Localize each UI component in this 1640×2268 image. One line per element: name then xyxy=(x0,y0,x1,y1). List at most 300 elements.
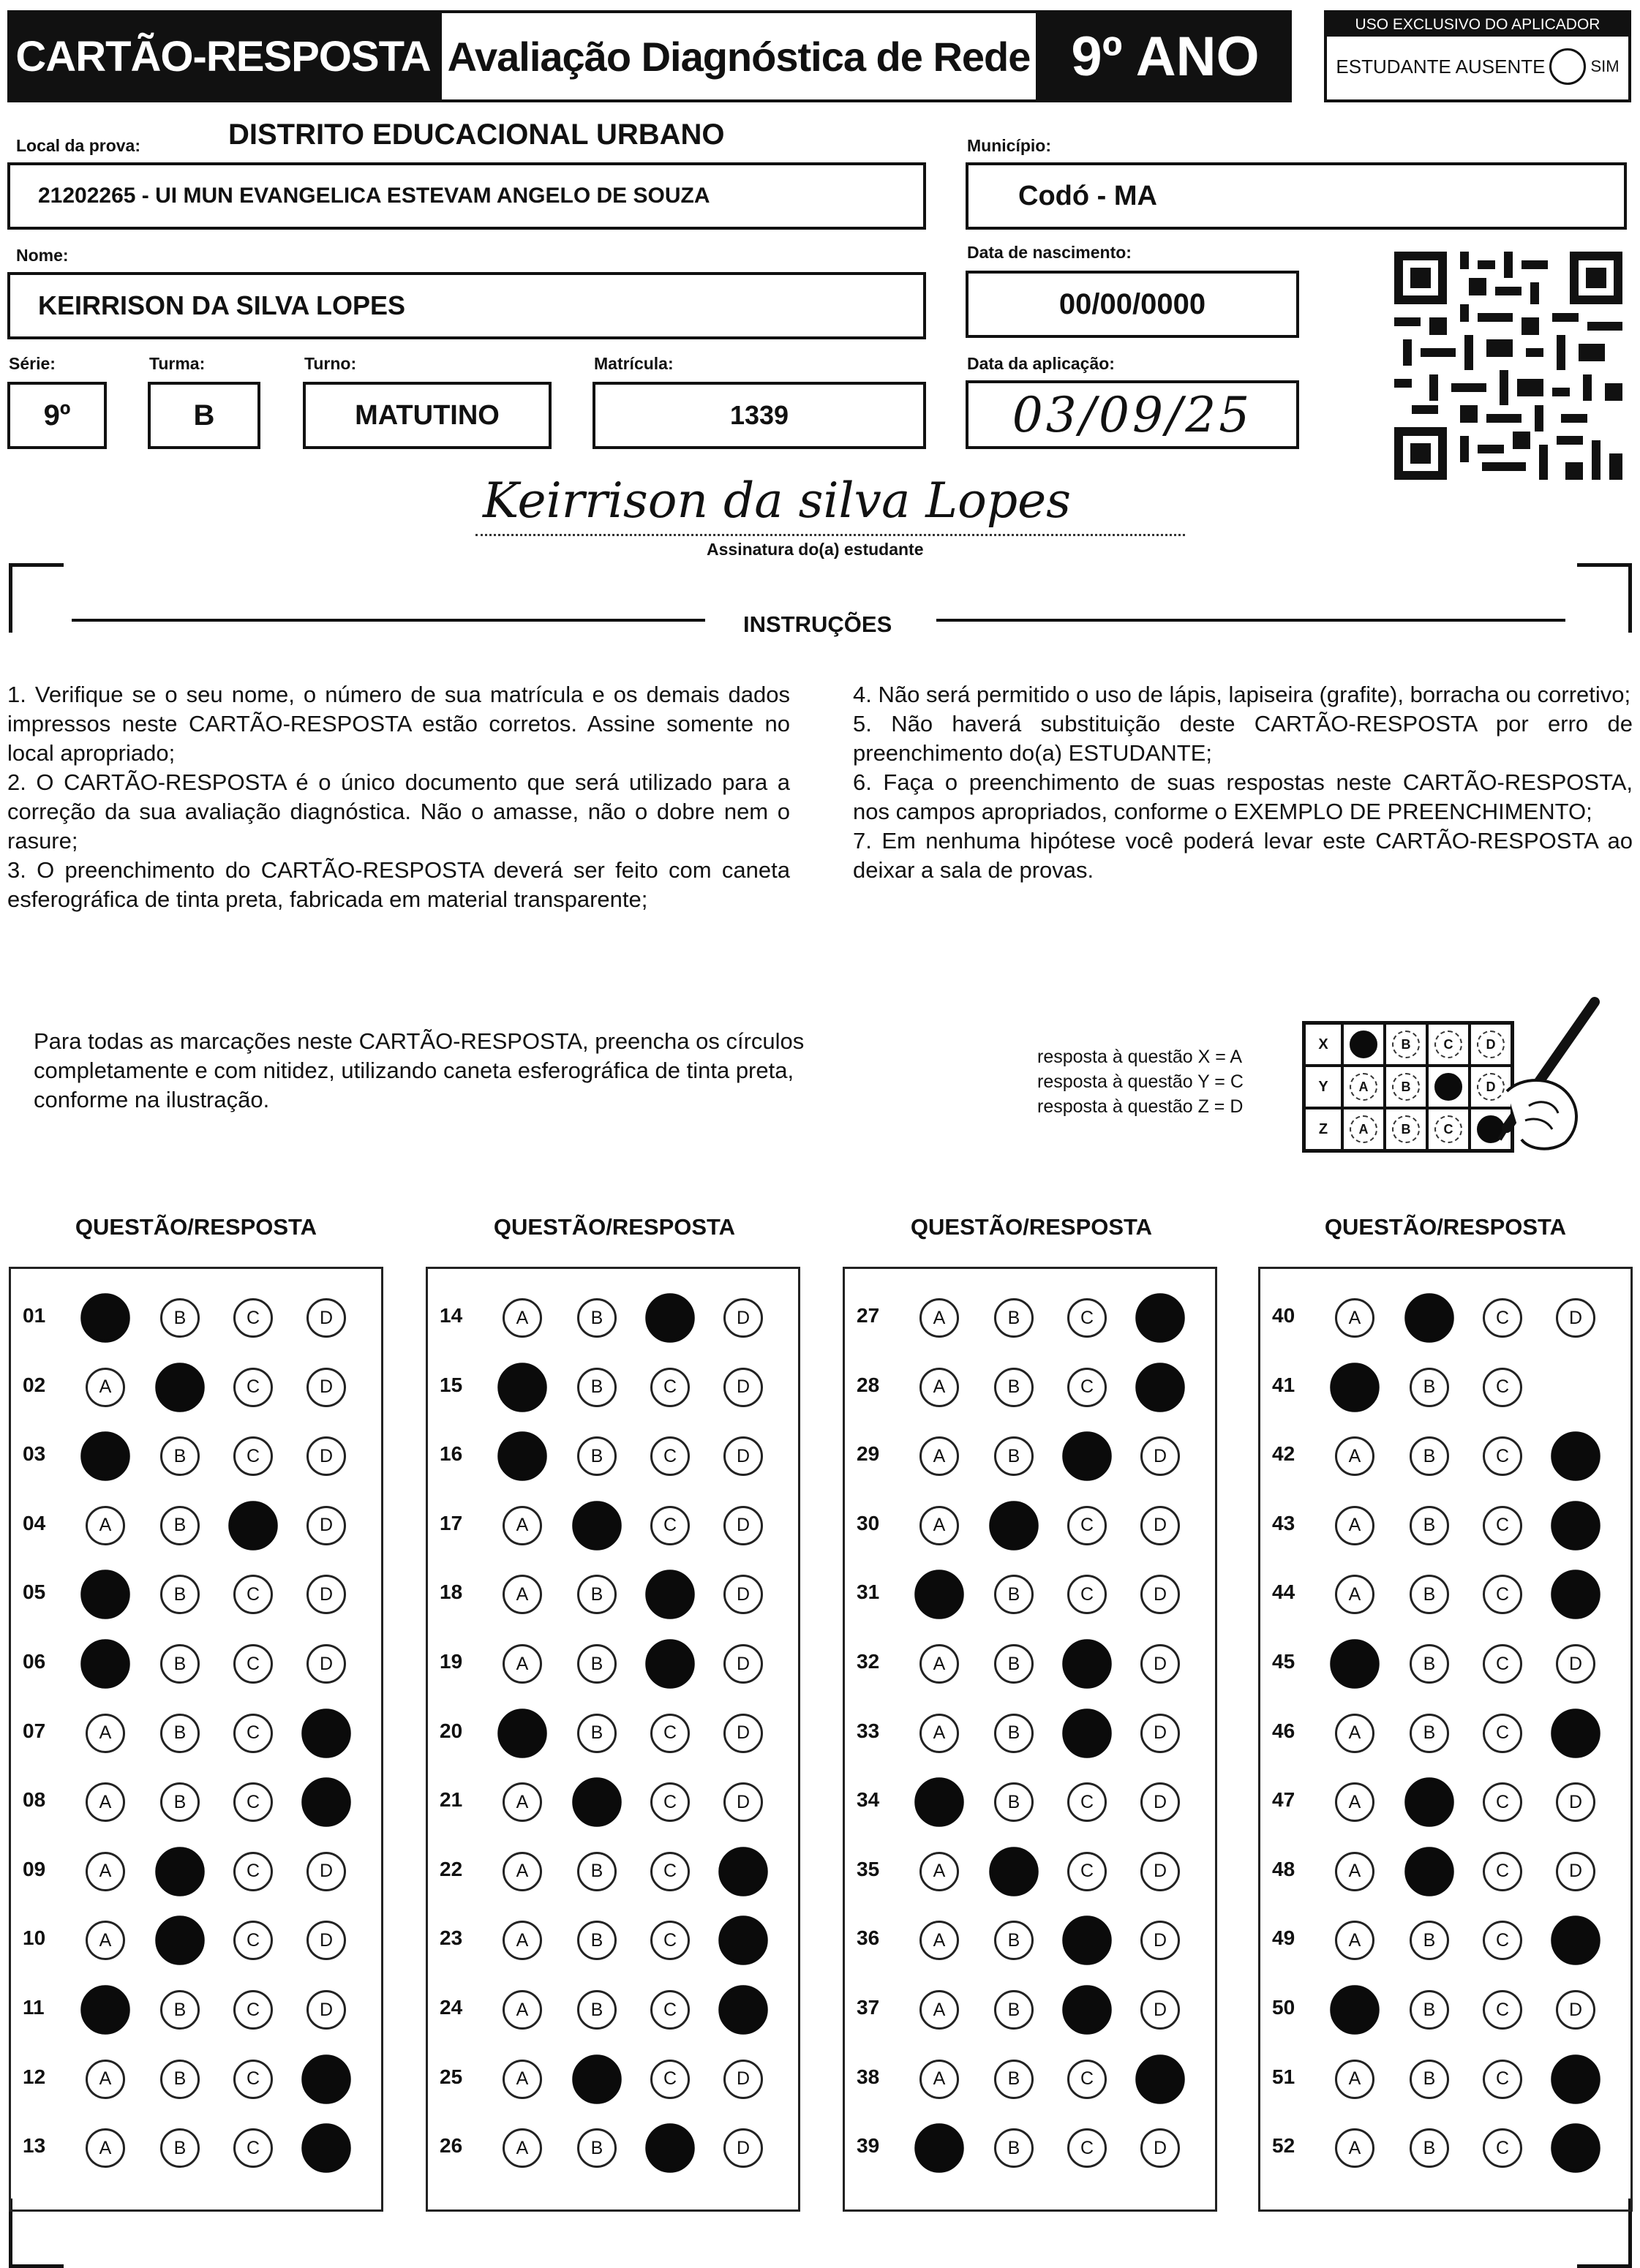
answer-bubble-a[interactable] xyxy=(80,1293,130,1343)
answer-bubble-a[interactable]: A xyxy=(1335,1921,1374,1960)
example-legend-z: resposta à questão Z = D xyxy=(1037,1096,1244,1117)
answer-bubble-c[interactable]: C xyxy=(1483,2128,1522,2168)
question-number: 51 xyxy=(1272,2065,1295,2088)
answer-bubble-b[interactable]: B xyxy=(577,1990,617,2030)
answer-bubble-a[interactable]: A xyxy=(503,1852,542,1891)
answer-bubble-c[interactable]: C xyxy=(1483,1575,1522,1614)
answer-bubble-d[interactable]: D xyxy=(1556,1298,1595,1338)
question-number: 35 xyxy=(857,1857,880,1880)
question-row xyxy=(428,1700,798,1766)
answer-bubble-b[interactable]: B xyxy=(160,1714,200,1753)
answer-bubble-a[interactable]: A xyxy=(919,1921,959,1960)
question-row xyxy=(845,1355,1215,1420)
answer-bubble-b[interactable] xyxy=(1404,1777,1454,1827)
column-title: QUESTÃO/RESPOSTA xyxy=(75,1214,317,1240)
answer-bubble-b[interactable]: B xyxy=(1410,1575,1449,1614)
answer-bubble-d[interactable]: D xyxy=(1556,1852,1595,1891)
card-title xyxy=(7,10,439,102)
question-row xyxy=(845,1285,1215,1351)
answer-column-4 xyxy=(1258,1267,1633,2212)
answer-bubble-c[interactable]: C xyxy=(650,1506,690,1545)
answer-bubble-b[interactable]: B xyxy=(1410,1921,1449,1960)
answer-bubble-d[interactable]: D xyxy=(1140,1506,1180,1545)
signature-line xyxy=(475,534,1185,536)
answer-bubble-d[interactable]: D xyxy=(723,1298,763,1338)
question-row xyxy=(11,2046,381,2112)
answer-bubble-c[interactable]: C xyxy=(233,1298,273,1338)
question-number: 03 xyxy=(23,1442,46,1466)
answer-bubble-c[interactable] xyxy=(1062,1985,1112,2035)
question-number: 11 xyxy=(23,1996,45,2019)
answer-bubble-b[interactable] xyxy=(1404,1847,1454,1896)
answer-bubble-b[interactable]: B xyxy=(160,1298,200,1338)
answer-bubble-d[interactable]: D xyxy=(1140,1644,1180,1684)
absent-label: ESTUDANTE AUSENTE xyxy=(1336,55,1546,78)
example-row-label: Y xyxy=(1304,1066,1342,1108)
answer-bubble-d[interactable]: D xyxy=(723,1506,763,1545)
question-row xyxy=(11,1493,381,1559)
answer-bubble-d[interactable] xyxy=(1551,2123,1600,2173)
example-legend xyxy=(1037,1044,1244,1119)
answer-bubble-a[interactable]: A xyxy=(86,1782,125,1822)
answer-bubble-b[interactable]: B xyxy=(1410,1436,1449,1476)
question-row xyxy=(1260,2115,1630,2181)
local-label: Local da prova: xyxy=(16,136,140,155)
answer-bubble-c[interactable] xyxy=(1062,1916,1112,1966)
question-row xyxy=(1260,1700,1630,1766)
answer-bubble-a[interactable] xyxy=(914,1777,964,1827)
answer-bubble-c[interactable]: C xyxy=(650,1714,690,1753)
answer-bubble-d[interactable]: D xyxy=(1140,2128,1180,2168)
answer-bubble-c[interactable]: C xyxy=(650,1782,690,1822)
answer-column-1 xyxy=(9,1267,383,2212)
answer-bubble-b[interactable]: B xyxy=(577,1714,617,1753)
answer-bubble-a[interactable] xyxy=(1330,1639,1380,1689)
grade-badge xyxy=(1039,10,1292,102)
answer-bubble-a[interactable]: A xyxy=(503,1644,542,1684)
answer-bubble-a[interactable]: A xyxy=(503,2060,542,2099)
answer-bubble-a[interactable] xyxy=(80,1985,130,2035)
answer-bubble-b[interactable]: B xyxy=(577,1436,617,1476)
answer-bubble-d[interactable]: D xyxy=(306,1368,346,1407)
answer-bubble-b[interactable]: B xyxy=(1410,1714,1449,1753)
answer-bubble-d[interactable] xyxy=(1551,1501,1600,1551)
turno-value: MATUTINO xyxy=(355,399,500,431)
answer-bubble-c[interactable]: C xyxy=(1483,2060,1522,2099)
question-row xyxy=(428,1631,798,1697)
question-row xyxy=(1260,1977,1630,2043)
turma-value: B xyxy=(193,399,215,432)
answer-bubble-d[interactable]: D xyxy=(306,1575,346,1614)
absent-bubble[interactable] xyxy=(1549,48,1586,85)
question-row xyxy=(845,1631,1215,1697)
answer-bubble-c[interactable]: C xyxy=(650,1852,690,1891)
answer-bubble-c[interactable]: C xyxy=(1483,1506,1522,1545)
answer-bubble-d[interactable] xyxy=(1551,1431,1600,1481)
answer-bubble-b[interactable]: B xyxy=(1410,1990,1449,2030)
answer-bubble-b[interactable] xyxy=(155,1847,205,1896)
question-row xyxy=(11,1423,381,1489)
answer-bubble-d[interactable]: D xyxy=(306,1506,346,1545)
answer-bubble-c[interactable]: C xyxy=(1483,1368,1522,1407)
question-row xyxy=(11,1769,381,1835)
nascimento-value: 00/00/0000 xyxy=(1058,287,1206,320)
answer-bubble-b[interactable]: B xyxy=(160,2128,200,2168)
question-number: 06 xyxy=(23,1650,46,1673)
question-number: 31 xyxy=(857,1581,880,1604)
answer-bubble-b[interactable]: B xyxy=(577,1368,617,1407)
answer-bubble-d[interactable]: D xyxy=(1140,1714,1180,1753)
answer-bubble-b[interactable] xyxy=(989,1847,1039,1896)
example-bubble: D xyxy=(1477,1031,1505,1058)
answer-bubble-b[interactable]: B xyxy=(577,1921,617,1960)
answer-bubble-a[interactable] xyxy=(1330,1985,1380,2035)
answer-bubble-c[interactable]: C xyxy=(233,2128,273,2168)
answer-bubble-c[interactable]: C xyxy=(233,1575,273,1614)
answer-bubble-d[interactable]: D xyxy=(1140,1782,1180,1822)
answer-bubble-c[interactable]: C xyxy=(1067,1782,1107,1822)
answer-bubble-d[interactable]: D xyxy=(1140,1852,1180,1891)
answer-bubble-a[interactable]: A xyxy=(503,1298,542,1338)
answer-bubble-a[interactable]: A xyxy=(919,2060,959,2099)
question-number: 36 xyxy=(857,1926,880,1950)
answer-bubble-b[interactable]: B xyxy=(994,2060,1034,2099)
answer-bubble-b[interactable]: B xyxy=(1410,1644,1449,1684)
question-number: 10 xyxy=(23,1926,46,1950)
question-number: 08 xyxy=(23,1788,46,1812)
question-number: 29 xyxy=(857,1442,880,1466)
answer-bubble-a[interactable]: A xyxy=(1335,1575,1374,1614)
answer-bubble-a[interactable] xyxy=(80,1570,130,1620)
answer-bubble-d[interactable] xyxy=(301,1777,351,1827)
question-row xyxy=(428,1355,798,1420)
answer-bubble-c[interactable]: C xyxy=(1067,2060,1107,2099)
question-row xyxy=(845,1493,1215,1559)
answer-bubble-d[interactable] xyxy=(1551,2054,1600,2104)
answer-bubble-a[interactable]: A xyxy=(1335,1852,1374,1891)
answer-bubble-d[interactable]: D xyxy=(306,1298,346,1338)
question-number: 49 xyxy=(1272,1926,1295,1950)
question-row xyxy=(1260,2046,1630,2112)
answer-bubble-a[interactable]: A xyxy=(503,1990,542,2030)
answer-bubble-d[interactable] xyxy=(301,2054,351,2104)
answer-bubble-d[interactable] xyxy=(1551,1708,1600,1758)
answer-bubble-d[interactable] xyxy=(718,1847,768,1896)
serie-field xyxy=(7,382,107,449)
absent-option[interactable] xyxy=(1327,37,1628,97)
question-row xyxy=(428,1285,798,1351)
answer-bubble-b[interactable]: B xyxy=(994,1644,1034,1684)
turno-field xyxy=(303,382,552,449)
example-cell xyxy=(1385,1066,1427,1108)
question-row xyxy=(11,1355,381,1420)
answer-bubble-d[interactable] xyxy=(1135,2054,1185,2104)
answer-bubble-c[interactable]: C xyxy=(1483,1714,1522,1753)
answer-bubble-b[interactable]: B xyxy=(994,1298,1034,1338)
answer-bubble-b[interactable] xyxy=(572,1777,622,1827)
answer-bubble-d[interactable] xyxy=(1135,1293,1185,1343)
answer-bubble-b[interactable]: B xyxy=(160,1644,200,1684)
column-title: QUESTÃO/RESPOSTA xyxy=(493,1214,736,1240)
answer-bubble-a[interactable]: A xyxy=(919,1714,959,1753)
answer-bubble-d[interactable] xyxy=(718,1985,768,2035)
answer-bubble-a[interactable]: A xyxy=(1335,2060,1374,2099)
answer-bubble-b[interactable]: B xyxy=(160,2060,200,2099)
answer-bubble-d[interactable]: D xyxy=(306,1852,346,1891)
answer-bubble-a[interactable] xyxy=(80,1431,130,1481)
answer-bubble-a[interactable] xyxy=(497,1708,547,1758)
answer-bubble-c[interactable]: C xyxy=(1483,1990,1522,2030)
answer-bubble-a[interactable]: A xyxy=(919,1644,959,1684)
answer-bubble-a[interactable] xyxy=(1330,1363,1380,1412)
answer-bubble-d[interactable]: D xyxy=(1556,1990,1595,2030)
question-row xyxy=(845,1700,1215,1766)
question-number: 52 xyxy=(1272,2134,1295,2158)
answer-bubble-a[interactable]: A xyxy=(86,1852,125,1891)
answer-bubble-b[interactable]: B xyxy=(1410,2060,1449,2099)
answer-bubble-b[interactable] xyxy=(572,1501,622,1551)
answer-bubble-d[interactable]: D xyxy=(723,1436,763,1476)
answer-bubble-a[interactable]: A xyxy=(1335,1506,1374,1545)
answer-bubble-d[interactable]: D xyxy=(306,1990,346,2030)
answer-bubble-d[interactable]: D xyxy=(723,2128,763,2168)
answer-bubble-a[interactable]: A xyxy=(86,2128,125,2168)
answer-bubble-a[interactable]: A xyxy=(503,1782,542,1822)
answer-bubble-c[interactable]: C xyxy=(1067,1298,1107,1338)
answer-bubble-a[interactable]: A xyxy=(1335,2128,1374,2168)
instruction-7: 7. Em nenhuma hipótese você poderá levar este CARTÃO-RESPOSTA ao deixar a sala de provas. xyxy=(853,828,1633,883)
question-number: 15 xyxy=(440,1373,463,1396)
answer-bubble-d[interactable]: D xyxy=(723,1368,763,1407)
answer-bubble-c[interactable] xyxy=(645,1639,695,1689)
answer-bubble-c[interactable]: C xyxy=(233,1990,273,2030)
answer-bubble-a[interactable]: A xyxy=(1335,1436,1374,1476)
example-cell xyxy=(1342,1108,1385,1150)
answer-bubble-b[interactable]: B xyxy=(994,1436,1034,1476)
answer-bubble-c[interactable]: C xyxy=(1483,1921,1522,1960)
answer-bubble-c[interactable]: C xyxy=(650,1368,690,1407)
answer-bubble-c[interactable] xyxy=(645,2123,695,2173)
answer-bubble-d[interactable] xyxy=(1135,1363,1185,1412)
answer-bubble-c[interactable] xyxy=(645,1570,695,1620)
answer-bubble-d[interactable] xyxy=(1551,1916,1600,1966)
example-bubble xyxy=(1350,1031,1377,1058)
example-bubble: B xyxy=(1392,1073,1420,1101)
answer-bubble-a[interactable]: A xyxy=(86,1506,125,1545)
answer-bubble-c[interactable]: C xyxy=(233,1436,273,1476)
answer-bubble-a[interactable] xyxy=(914,2123,964,2173)
answer-bubble-a[interactable]: A xyxy=(86,1368,125,1407)
answer-bubble-c[interactable]: C xyxy=(1067,1575,1107,1614)
answer-bubble-c[interactable]: C xyxy=(233,1782,273,1822)
answer-bubble-c[interactable]: C xyxy=(1483,1298,1522,1338)
question-number: 13 xyxy=(23,2134,46,2158)
question-row xyxy=(428,1977,798,2043)
answer-bubble-c[interactable]: C xyxy=(650,1921,690,1960)
answer-bubble-b[interactable]: B xyxy=(160,1436,200,1476)
answer-bubble-b[interactable]: B xyxy=(994,2128,1034,2168)
question-number: 32 xyxy=(857,1650,880,1673)
answer-bubble-d[interactable]: D xyxy=(306,1644,346,1684)
answer-bubble-c[interactable]: C xyxy=(1067,1506,1107,1545)
answer-bubble-b[interactable]: B xyxy=(1410,1506,1449,1545)
question-number: 30 xyxy=(857,1511,880,1534)
answer-bubble-d[interactable]: D xyxy=(306,1436,346,1476)
question-row xyxy=(845,1977,1215,2043)
answer-bubble-d[interactable]: D xyxy=(723,1575,763,1614)
answer-bubble-c[interactable]: C xyxy=(1483,1852,1522,1891)
answer-bubble-a[interactable]: A xyxy=(919,1436,959,1476)
answer-bubble-b[interactable] xyxy=(1404,1293,1454,1343)
example-text: Para todas as marcações neste CARTÃO-RESPOSTA, preencha os círculos completamente e com nitidez, utilizando caneta esferográfica de tinta preta, conforme na ilustração. xyxy=(34,1028,805,1112)
answer-bubble-c[interactable]: C xyxy=(1067,2128,1107,2168)
answer-bubble-b[interactable]: B xyxy=(160,1575,200,1614)
card-title-text: CARTÃO-RESPOSTA xyxy=(15,32,431,80)
answer-bubble-d[interactable]: D xyxy=(1556,1782,1595,1822)
answer-bubble-b[interactable]: B xyxy=(994,1990,1034,2030)
answer-bubble-a[interactable] xyxy=(497,1431,547,1481)
answer-bubble-c[interactable]: C xyxy=(233,2060,273,2099)
answer-bubble-c[interactable] xyxy=(1062,1708,1112,1758)
answer-bubble-b[interactable]: B xyxy=(994,1782,1034,1822)
answer-bubble-a[interactable] xyxy=(497,1363,547,1412)
example-row-label: X xyxy=(1304,1023,1342,1066)
question-row xyxy=(1260,1285,1630,1351)
answer-bubble-b[interactable] xyxy=(155,1916,205,1966)
answer-bubble-a[interactable]: A xyxy=(1335,1714,1374,1753)
question-row xyxy=(428,1423,798,1489)
answer-bubble-a[interactable]: A xyxy=(1335,1298,1374,1338)
municipio-field xyxy=(966,162,1627,230)
instruction-6: 6. Faça o preenchimento de suas respostas neste CARTÃO-RESPOSTA, nos campos apropriados, conforme o EXEMPLO DE PREENCHIMENTO; xyxy=(853,769,1633,824)
answer-bubble-a[interactable]: A xyxy=(86,1714,125,1753)
answer-bubble-b[interactable] xyxy=(989,1501,1039,1551)
answer-bubble-b[interactable] xyxy=(155,1363,205,1412)
answer-bubble-d[interactable]: D xyxy=(723,1782,763,1822)
question-row xyxy=(11,1839,381,1905)
answer-bubble-b[interactable]: B xyxy=(577,1852,617,1891)
answer-bubble-d[interactable]: D xyxy=(723,1644,763,1684)
answer-bubble-b[interactable]: B xyxy=(160,1506,200,1545)
answer-bubble-d[interactable]: D xyxy=(1140,1436,1180,1476)
answer-bubble-b[interactable]: B xyxy=(994,1575,1034,1614)
example-bubble: B xyxy=(1392,1031,1420,1058)
answer-bubble-c[interactable]: C xyxy=(650,2060,690,2099)
answer-bubble-b[interactable]: B xyxy=(1410,1368,1449,1407)
question-number: 19 xyxy=(440,1650,463,1673)
answer-bubble-c[interactable] xyxy=(228,1501,278,1551)
answer-bubble-b[interactable]: B xyxy=(994,1714,1034,1753)
question-row xyxy=(428,1493,798,1559)
answer-bubble-a[interactable]: A xyxy=(503,1506,542,1545)
answer-bubble-b[interactable]: B xyxy=(577,1644,617,1684)
answer-bubble-c[interactable]: C xyxy=(650,1436,690,1476)
answer-bubble-a[interactable] xyxy=(914,1570,964,1620)
municipio-value: Codó - MA xyxy=(1018,180,1157,211)
answer-bubble-d[interactable]: D xyxy=(723,1714,763,1753)
question-number: 50 xyxy=(1272,1996,1295,2019)
answer-bubble-c[interactable]: C xyxy=(1483,1644,1522,1684)
answer-bubble-a[interactable]: A xyxy=(503,1575,542,1614)
answer-bubble-d[interactable] xyxy=(1551,1570,1600,1620)
corner-top-left xyxy=(9,563,64,633)
answer-bubble-d[interactable]: D xyxy=(1140,1921,1180,1960)
question-number: 38 xyxy=(857,2065,880,2088)
answer-bubble-c[interactable]: C xyxy=(1483,1436,1522,1476)
question-number: 37 xyxy=(857,1996,880,2019)
question-row xyxy=(428,1907,798,1973)
answer-bubble-c[interactable]: C xyxy=(233,1644,273,1684)
answer-bubble-a[interactable]: A xyxy=(919,1852,959,1891)
answer-bubble-c[interactable]: C xyxy=(233,1921,273,1960)
answer-bubble-c[interactable]: C xyxy=(1067,1368,1107,1407)
example-bubble: A xyxy=(1350,1115,1377,1143)
question-row xyxy=(845,1907,1215,1973)
answer-bubble-d[interactable]: D xyxy=(306,1921,346,1960)
example-bubble: A xyxy=(1350,1073,1377,1101)
answer-bubble-d[interactable] xyxy=(301,2123,351,2173)
answer-bubble-c[interactable]: C xyxy=(1483,1782,1522,1822)
answer-bubble-a[interactable]: A xyxy=(86,2060,125,2099)
answer-bubble-b[interactable]: B xyxy=(160,1782,200,1822)
question-row xyxy=(845,1561,1215,1627)
question-row xyxy=(11,2115,381,2181)
matricula-field xyxy=(593,382,926,449)
answer-bubble-c[interactable]: C xyxy=(233,1852,273,1891)
answer-bubble-a[interactable]: A xyxy=(919,1506,959,1545)
answer-bubble-d[interactable] xyxy=(718,1916,768,1966)
answer-bubble-b[interactable]: B xyxy=(1410,2128,1449,2168)
question-number: 14 xyxy=(440,1304,463,1327)
answer-bubble-c[interactable]: C xyxy=(650,1990,690,2030)
answer-bubble-b[interactable]: B xyxy=(994,1368,1034,1407)
answer-bubble-c[interactable]: C xyxy=(233,1714,273,1753)
example-cell xyxy=(1385,1023,1427,1066)
answer-bubble-a[interactable]: A xyxy=(503,2128,542,2168)
answer-bubble-b[interactable]: B xyxy=(577,2128,617,2168)
question-row xyxy=(1260,1907,1630,1973)
answer-bubble-d[interactable]: D xyxy=(1140,1990,1180,2030)
answer-bubble-c[interactable]: C xyxy=(233,1368,273,1407)
example-cell xyxy=(1342,1066,1385,1108)
answer-bubble-c[interactable] xyxy=(1062,1639,1112,1689)
answer-bubble-c[interactable] xyxy=(645,1293,695,1343)
answer-bubble-b[interactable] xyxy=(572,2054,622,2104)
answer-bubble-b[interactable]: B xyxy=(994,1921,1034,1960)
question-row xyxy=(845,2115,1215,2181)
answer-bubble-a[interactable]: A xyxy=(86,1921,125,1960)
answer-bubble-a[interactable]: A xyxy=(919,1990,959,2030)
answer-bubble-d[interactable]: D xyxy=(1556,1644,1595,1684)
answer-bubble-a[interactable] xyxy=(80,1639,130,1689)
example-bubble: C xyxy=(1434,1115,1462,1143)
answer-column-2 xyxy=(426,1267,800,2212)
answer-bubble-c[interactable]: C xyxy=(1067,1852,1107,1891)
answer-bubble-d[interactable]: D xyxy=(723,2060,763,2099)
answer-column-3 xyxy=(843,1267,1217,2212)
answer-bubble-d[interactable] xyxy=(301,1708,351,1758)
answer-bubble-b[interactable]: B xyxy=(577,1298,617,1338)
answer-bubble-b[interactable]: B xyxy=(577,1575,617,1614)
answer-bubble-c[interactable] xyxy=(1062,1431,1112,1481)
answer-bubble-a[interactable]: A xyxy=(1335,1782,1374,1822)
answer-bubble-d[interactable]: D xyxy=(1140,1575,1180,1614)
answer-bubble-a[interactable]: A xyxy=(919,1298,959,1338)
answer-bubble-b[interactable]: B xyxy=(160,1990,200,2030)
question-number: 17 xyxy=(440,1511,463,1534)
answer-bubble-a[interactable]: A xyxy=(503,1921,542,1960)
answer-bubble-a[interactable]: A xyxy=(919,1368,959,1407)
